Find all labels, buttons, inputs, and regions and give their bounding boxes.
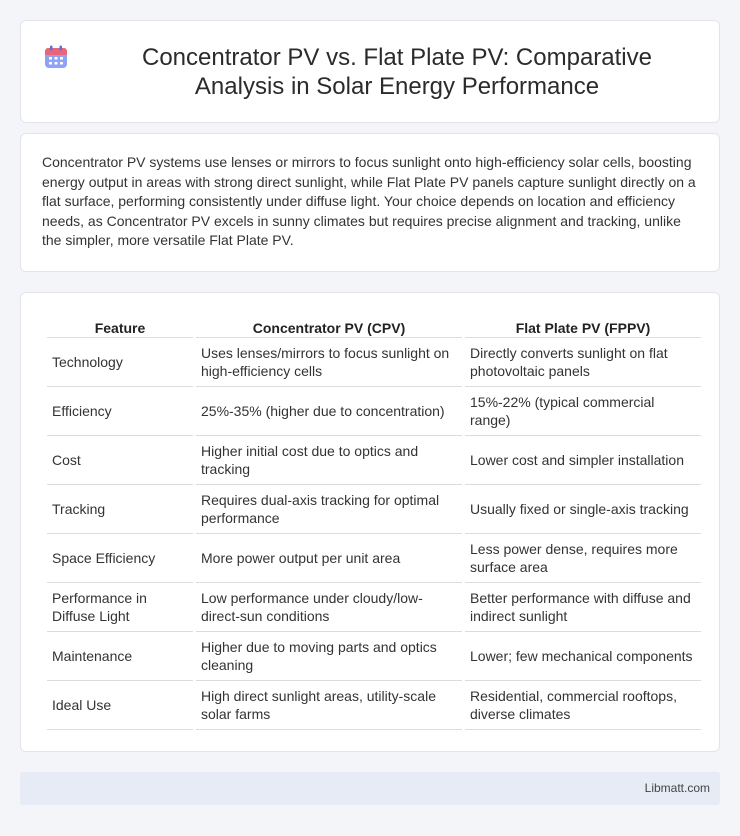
header-feature: Feature xyxy=(47,314,193,338)
fppv-cell: Less power dense, requires more surface area xyxy=(465,534,701,583)
header-fppv: Flat Plate PV (FPPV) xyxy=(465,314,701,338)
cpv-cell: Higher due to moving parts and optics cleaning xyxy=(196,632,462,681)
title-row xyxy=(21,21,719,122)
fppv-cell: Better performance with diffuse and indirect sunlight xyxy=(465,583,701,632)
feature-cell: Maintenance xyxy=(47,632,193,681)
comparison-card xyxy=(20,292,720,752)
fppv-cell: Usually fixed or single-axis tracking xyxy=(465,485,701,534)
comparison-table xyxy=(44,314,704,730)
calendar-icon xyxy=(43,44,69,70)
fppv-cell: 15%-22% (typical commercial range) xyxy=(465,387,701,436)
feature-cell: Tracking xyxy=(47,485,193,534)
feature-cell: Space Efficiency xyxy=(47,534,193,583)
table-row xyxy=(47,632,701,681)
feature-cell: Technology xyxy=(47,338,193,387)
intro-paragraph: Concentrator PV systems use lenses or mirrors to focus sunlight onto high-efficiency solar cells, boosting energy output in areas with strong direct sunlight, while Flat Plate PV panels capture sunlight directly on a flat surface, performing consistently under diffuse light. Your choice depends on location and efficiency needs, as Concentrator PV excels in sunny climates but requires precise alignment and tracking, unlike the simpler, more versatile Flat Plate PV. xyxy=(42,154,696,248)
header-cpv: Concentrator PV (CPV) xyxy=(196,314,462,338)
fppv-cell: Directly converts sunlight on flat photovoltaic panels xyxy=(465,338,701,387)
page-title: Concentrator PV vs. Flat Plate PV: Comparative Analysis in Solar Energy Performance xyxy=(142,43,652,100)
fppv-cell: Residential, commercial rooftops, diverse climates xyxy=(465,681,701,730)
feature-cell: Performance in Diffuse Light xyxy=(47,583,193,632)
table-row xyxy=(47,338,701,387)
footer-site-link[interactable]: Libmatt.com xyxy=(644,781,710,795)
fppv-cell: Lower; few mechanical components xyxy=(465,632,701,681)
table-row xyxy=(47,534,701,583)
cpv-cell: More power output per unit area xyxy=(196,534,462,583)
cpv-cell: High direct sunlight areas, utility-scale solar farms xyxy=(196,681,462,730)
table-row xyxy=(47,485,701,534)
cpv-cell: Low performance under cloudy/low-direct-sun conditions xyxy=(196,583,462,632)
feature-cell: Ideal Use xyxy=(47,681,193,730)
table-row xyxy=(47,681,701,730)
cpv-cell: 25%-35% (higher due to concentration) xyxy=(196,387,462,436)
table-row xyxy=(47,583,701,632)
cpv-cell: Higher initial cost due to optics and tracking xyxy=(196,436,462,485)
feature-cell: Efficiency xyxy=(47,387,193,436)
footer-bar xyxy=(20,772,720,805)
table-row xyxy=(47,387,701,436)
table-row xyxy=(47,436,701,485)
title-card xyxy=(20,20,720,123)
intro-card xyxy=(20,133,720,272)
fppv-cell: Lower cost and simpler installation xyxy=(465,436,701,485)
table-header-row xyxy=(47,314,701,338)
cpv-cell: Uses lenses/mirrors to focus sunlight on high-efficiency cells xyxy=(196,338,462,387)
feature-cell: Cost xyxy=(47,436,193,485)
cpv-cell: Requires dual-axis tracking for optimal performance xyxy=(196,485,462,534)
